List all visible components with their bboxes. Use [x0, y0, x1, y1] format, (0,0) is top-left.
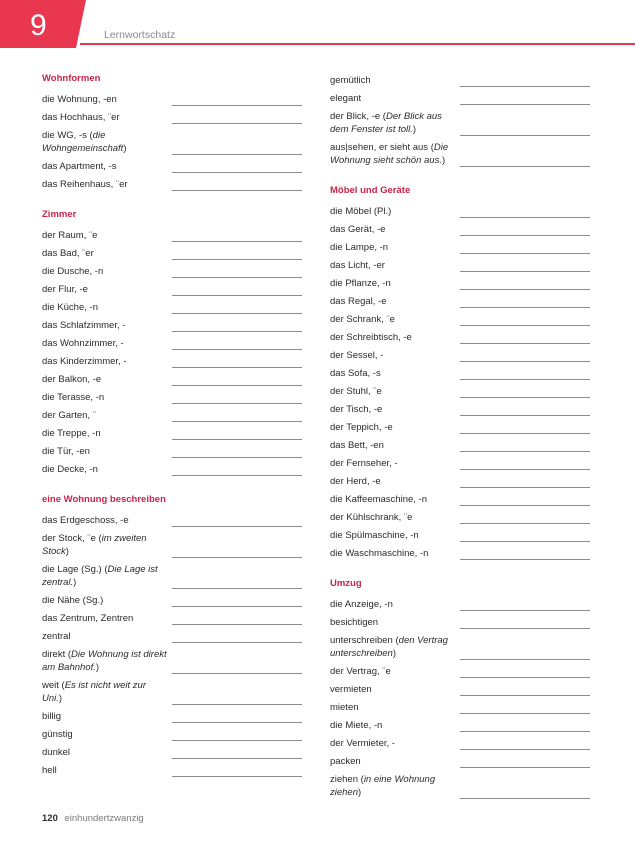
- answer-write-line[interactable]: [172, 277, 302, 278]
- vocab-example-note: Der Blick aus dem Fenster ist toll.: [330, 111, 442, 135]
- vocab-term-end: ): [65, 546, 69, 557]
- vocab-word: das Schlafzimmer, -: [42, 320, 126, 331]
- vocab-term: [330, 663, 455, 678]
- answer-write-line[interactable]: [460, 677, 590, 678]
- vocab-term-end: ): [441, 155, 446, 166]
- vocab-entry: [330, 735, 590, 753]
- answer-write-line[interactable]: [460, 253, 590, 254]
- vocab-term: [42, 353, 167, 368]
- vocab-word: der Schrank, ¨e: [330, 314, 395, 325]
- answer-write-line[interactable]: [172, 704, 302, 705]
- vocab-term-end: ): [123, 143, 127, 154]
- vocab-term: [42, 628, 167, 643]
- vocab-term: [330, 771, 455, 802]
- vocab-term: [42, 677, 167, 708]
- vocab-section: [42, 72, 302, 194]
- vocab-word: die Spülmaschine, -n: [330, 530, 419, 541]
- answer-write-line[interactable]: [460, 135, 590, 136]
- vocab-word: die Miete, -n: [330, 720, 383, 731]
- vocab-section: [42, 208, 302, 479]
- section-heading: eine Wohnung beschreiben: [42, 494, 166, 505]
- vocab-word: die Kaffeemaschine, -n: [330, 494, 427, 505]
- vocab-entry: [330, 632, 590, 663]
- vocab-term: [42, 461, 167, 476]
- vocab-entry: [42, 127, 302, 158]
- vocab-term: [330, 293, 455, 308]
- vocab-word: günstig: [42, 729, 73, 740]
- vocab-term: [330, 437, 455, 452]
- vocab-word: der Flur, -e: [42, 284, 88, 295]
- vocab-term: [42, 227, 167, 242]
- vocab-entry: [42, 389, 302, 407]
- answer-write-line[interactable]: [172, 758, 302, 759]
- vocab-entry: [42, 610, 302, 628]
- vocab-term: [42, 443, 167, 458]
- answer-write-line[interactable]: [172, 421, 302, 422]
- vocab-entry: [330, 139, 590, 170]
- vocab-term: [330, 311, 455, 326]
- vocab-term: [330, 632, 455, 663]
- vocab-word: der Blick, -e (: [330, 111, 386, 122]
- answer-write-line[interactable]: [460, 541, 590, 542]
- vocab-example-note: in eine Wohnung ziehen: [330, 774, 436, 798]
- left-column: [42, 72, 302, 794]
- vocab-word: die WG, -s (: [42, 130, 93, 141]
- vocab-word: hell: [42, 765, 57, 776]
- vocab-word: mieten: [330, 702, 359, 713]
- vocab-entry: [42, 425, 302, 443]
- answer-write-line[interactable]: [172, 776, 302, 777]
- vocab-entry: [42, 726, 302, 744]
- vocab-entry: [42, 677, 302, 708]
- vocab-word: die Nähe (Sg.): [42, 595, 104, 606]
- answer-write-line[interactable]: [172, 172, 302, 173]
- vocab-term: [42, 726, 167, 741]
- vocab-section: [330, 577, 590, 802]
- answer-write-line[interactable]: [172, 295, 302, 296]
- vocab-word: das Bett, -en: [330, 440, 384, 451]
- answer-write-line[interactable]: [172, 624, 302, 625]
- vocab-entry: [42, 245, 302, 263]
- vocab-term: [330, 203, 455, 218]
- vocab-entry: [330, 203, 590, 221]
- answer-write-line[interactable]: [172, 475, 302, 476]
- vocab-entry: [42, 646, 302, 677]
- vocab-word: der Vermieter, -: [330, 738, 395, 749]
- vocab-word: das Licht, -er: [330, 260, 385, 271]
- vocab-term: [330, 90, 455, 105]
- vocab-word: der Herd, -e: [330, 476, 381, 487]
- vocab-example-note: Die Wohnung sieht schön aus.: [330, 142, 449, 166]
- answer-write-line[interactable]: [172, 313, 302, 314]
- vocab-word: die Pflanze, -n: [330, 278, 391, 289]
- vocab-entry: [42, 176, 302, 194]
- vocab-word: der Tisch, -e: [330, 404, 383, 415]
- vocab-term: [42, 530, 167, 561]
- page-number-words: einhundertzwanzig: [64, 813, 144, 824]
- vocab-word: das Bad, ¨er: [42, 248, 94, 259]
- answer-write-line[interactable]: [460, 695, 590, 696]
- vocab-entry: [330, 72, 590, 90]
- vocab-word: die Lage (Sg.) (: [42, 564, 108, 575]
- vocab-word: die Wohnung, -en: [42, 94, 117, 105]
- vocab-term: [42, 245, 167, 260]
- answer-write-line[interactable]: [460, 559, 590, 560]
- answer-write-line[interactable]: [172, 154, 302, 155]
- vocab-word: weit (: [42, 680, 65, 691]
- vocab-entry: [330, 221, 590, 239]
- vocab-entry: [330, 699, 590, 717]
- answer-write-line[interactable]: [460, 307, 590, 308]
- vocab-entry: [330, 455, 590, 473]
- header-graphic: [0, 0, 635, 48]
- vocab-entry: [42, 263, 302, 281]
- answer-write-line[interactable]: [460, 325, 590, 326]
- vocab-word: das Sofa, -s: [330, 368, 381, 379]
- vocab-entry: [42, 299, 302, 317]
- vocab-entry: [330, 717, 590, 735]
- section-heading: Wohnformen: [42, 73, 101, 84]
- vocab-entry: [42, 407, 302, 425]
- vocab-entry: [330, 90, 590, 108]
- answer-write-line[interactable]: [460, 104, 590, 105]
- vocab-word: ziehen (: [330, 774, 364, 785]
- vocab-entry: [330, 401, 590, 419]
- chapter-header: [0, 0, 635, 48]
- vocab-entry: [42, 335, 302, 353]
- answer-write-line[interactable]: [172, 105, 302, 106]
- vocab-term: [330, 383, 455, 398]
- vocab-term: [330, 509, 455, 524]
- vocab-term: [330, 239, 455, 254]
- vocab-term: [42, 109, 167, 124]
- vocab-word: das Erdgeschoss, -e: [42, 515, 129, 526]
- vocab-entry: [330, 419, 590, 437]
- vocab-entry: [42, 443, 302, 461]
- vocab-word: die Treppe, -n: [42, 428, 101, 439]
- answer-write-line[interactable]: [460, 767, 590, 768]
- vocab-term: [42, 407, 167, 422]
- answer-write-line[interactable]: [460, 610, 590, 611]
- vocab-word: besichtigen: [330, 617, 379, 628]
- vocab-word: aus|sehen, er sieht aus (: [330, 142, 434, 153]
- section-heading: Umzug: [330, 578, 362, 589]
- vocab-entry: [330, 663, 590, 681]
- vocab-entry: [330, 473, 590, 491]
- vocab-term: [330, 347, 455, 362]
- vocab-word: das Kinderzimmer, -: [42, 356, 127, 367]
- vocab-term: [42, 176, 167, 191]
- vocab-term: [330, 527, 455, 542]
- vocab-entry: [330, 753, 590, 771]
- vocab-term-end: ): [73, 577, 77, 588]
- page-number: 120: [42, 813, 58, 824]
- vocab-example-note: Die Lage ist zentral.: [42, 564, 158, 588]
- vocab-word: der Fernseher, -: [330, 458, 398, 469]
- vocab-word: vermieten: [330, 684, 372, 695]
- page-footer: [42, 813, 144, 824]
- answer-write-line[interactable]: [460, 217, 590, 218]
- vocab-entry: [42, 561, 302, 592]
- vocab-entry: [42, 109, 302, 127]
- answer-write-line[interactable]: [172, 385, 302, 386]
- vocab-term: [330, 419, 455, 434]
- vocab-term: [42, 299, 167, 314]
- vocab-entry: [330, 383, 590, 401]
- vocab-section: [330, 184, 590, 563]
- vocab-term: [330, 108, 455, 139]
- vocab-word: der Raum, ¨e: [42, 230, 98, 241]
- answer-write-line[interactable]: [172, 588, 302, 589]
- vocab-example-note: den Vertrag unterschreiben: [330, 635, 448, 659]
- vocab-entry: [330, 365, 590, 383]
- answer-write-line[interactable]: [172, 367, 302, 368]
- vocab-word: das Zentrum, Zentren: [42, 613, 134, 624]
- answer-write-line[interactable]: [460, 397, 590, 398]
- vocab-word: dunkel: [42, 747, 70, 758]
- vocab-term: [42, 425, 167, 440]
- vocab-term: [42, 158, 167, 173]
- answer-write-line[interactable]: [172, 457, 302, 458]
- answer-write-line[interactable]: [460, 379, 590, 380]
- vocab-entry: [330, 771, 590, 802]
- vocab-example-note: Die Wohnung ist direkt am Bahnhof.: [42, 649, 167, 673]
- vocab-entry: [330, 311, 590, 329]
- vocab-term: [330, 365, 455, 380]
- vocab-entry: [42, 91, 302, 109]
- vocab-word: die Lampe, -n: [330, 242, 389, 253]
- vocab-term: [330, 545, 455, 560]
- answer-write-line[interactable]: [172, 439, 302, 440]
- vocab-word: der Schreibtisch, -e: [330, 332, 412, 343]
- vocab-word: das Apartment, -s: [42, 161, 117, 172]
- vocab-word: der Kühlschrank, ¨e: [330, 512, 413, 523]
- vocab-entry: [330, 509, 590, 527]
- answer-write-line[interactable]: [460, 731, 590, 732]
- vocab-entry: [330, 437, 590, 455]
- vocab-term-end: ): [58, 693, 63, 704]
- vocab-word: gemütlich: [330, 75, 371, 86]
- vocab-section: [42, 493, 302, 780]
- vocab-term: [42, 335, 167, 350]
- answer-write-line[interactable]: [172, 241, 302, 242]
- vocab-term: [330, 72, 455, 87]
- answer-write-line[interactable]: [460, 343, 590, 344]
- vocab-term: [42, 744, 167, 759]
- vocab-entry: [42, 708, 302, 726]
- vocab-entry: [42, 530, 302, 561]
- vocab-entry: [42, 353, 302, 371]
- section-heading: Zimmer: [42, 209, 77, 220]
- vocab-term: [42, 389, 167, 404]
- vocab-word: die Küche, -n: [42, 302, 98, 313]
- vocab-entry: [42, 227, 302, 245]
- vocab-entry: [330, 108, 590, 139]
- vocab-word: die Waschmaschine, -n: [330, 548, 429, 559]
- vocab-term-end: ): [95, 662, 100, 673]
- answer-write-line[interactable]: [460, 487, 590, 488]
- answer-write-line[interactable]: [172, 722, 302, 723]
- answer-write-line[interactable]: [172, 123, 302, 124]
- chapter-number: 9: [30, 9, 47, 42]
- vocab-term: [330, 753, 455, 768]
- vocab-term: [330, 473, 455, 488]
- vocab-term: [330, 221, 455, 236]
- vocab-term: [42, 371, 167, 386]
- answer-write-line[interactable]: [460, 289, 590, 290]
- right-column: [330, 72, 590, 816]
- vocab-term: [42, 91, 167, 106]
- vocab-word: der Balkon, -e: [42, 374, 102, 385]
- vocab-term: [42, 127, 167, 158]
- answer-write-line[interactable]: [460, 505, 590, 506]
- answer-write-line[interactable]: [460, 469, 590, 470]
- vocab-example-note: die Wohngemeinschaft: [42, 130, 124, 154]
- vocab-word: zentral: [42, 631, 71, 642]
- answer-write-line[interactable]: [172, 740, 302, 741]
- vocab-entry: [42, 158, 302, 176]
- vocab-word: die Möbel (Pl.): [330, 206, 392, 217]
- answer-write-line[interactable]: [172, 642, 302, 643]
- answer-write-line[interactable]: [460, 271, 590, 272]
- vocab-word: die Tür, -en: [42, 446, 90, 457]
- answer-write-line[interactable]: [460, 433, 590, 434]
- vocab-word: das Reihenhaus, ¨er: [42, 179, 128, 190]
- vocab-entry: [42, 461, 302, 479]
- answer-write-line[interactable]: [460, 523, 590, 524]
- header-title: Lernwortschatz: [104, 29, 176, 41]
- vocab-word: der Stuhl, ¨e: [330, 386, 382, 397]
- vocab-term: [330, 329, 455, 344]
- vocab-word: der Teppich, -e: [330, 422, 393, 433]
- vocab-example-note: im zweiten Stock: [42, 533, 147, 557]
- answer-write-line[interactable]: [460, 713, 590, 714]
- vocab-word: die Anzeige, -n: [330, 599, 393, 610]
- answer-write-line[interactable]: [172, 526, 302, 527]
- vocab-word: der Stock, ¨e (: [42, 533, 102, 544]
- answer-write-line[interactable]: [172, 403, 302, 404]
- vocab-word: das Wohnzimmer, -: [42, 338, 124, 349]
- vocab-word: der Sessel, -: [330, 350, 384, 361]
- vocab-entry: [42, 762, 302, 780]
- vocab-term: [42, 592, 167, 607]
- vocab-term: [42, 610, 167, 625]
- vocab-entry: [42, 281, 302, 299]
- answer-write-line[interactable]: [172, 259, 302, 260]
- vocab-term: [330, 455, 455, 470]
- vocab-word: packen: [330, 756, 361, 767]
- answer-write-line[interactable]: [172, 190, 302, 191]
- vocab-term: [330, 735, 455, 750]
- vocab-word: der Garten, ¨: [42, 410, 96, 421]
- answer-write-line[interactable]: [172, 557, 302, 558]
- vocab-example-note: Es ist nicht weit zur Uni.: [42, 680, 147, 704]
- vocab-term: [42, 263, 167, 278]
- vocab-entry: [330, 545, 590, 563]
- answer-write-line[interactable]: [460, 628, 590, 629]
- answer-write-line[interactable]: [460, 235, 590, 236]
- section-heading: Möbel und Geräte: [330, 185, 411, 196]
- vocab-term: [42, 281, 167, 296]
- vocab-word: unterschreiben (: [330, 635, 399, 646]
- vocab-entry: [330, 491, 590, 509]
- answer-write-line[interactable]: [172, 349, 302, 350]
- vocab-word: elegant: [330, 93, 362, 104]
- vocab-term-end: ): [358, 787, 362, 798]
- vocab-term: [330, 717, 455, 732]
- vocab-entry: [42, 317, 302, 335]
- vocab-entry: [42, 371, 302, 389]
- vocab-entry: [330, 329, 590, 347]
- answer-write-line[interactable]: [460, 451, 590, 452]
- vocab-word: die Terasse, -n: [42, 392, 105, 403]
- vocab-word: der Vertrag, ¨e: [330, 666, 391, 677]
- vocab-entry: [330, 596, 590, 614]
- vocab-entry: [42, 628, 302, 646]
- vocab-term: [42, 561, 167, 592]
- vocab-entry: [42, 512, 302, 530]
- vocab-word: die Decke, -n: [42, 464, 98, 475]
- vocab-term: [330, 491, 455, 506]
- vocab-term: [330, 614, 455, 629]
- vocab-entry: [330, 257, 590, 275]
- vocab-entry: [330, 681, 590, 699]
- vocab-entry: [330, 614, 590, 632]
- vocab-entry: [42, 744, 302, 762]
- vocab-word: billig: [42, 711, 62, 722]
- vocab-entry: [42, 592, 302, 610]
- vocab-entry: [330, 275, 590, 293]
- vocab-term: [42, 762, 167, 777]
- vocab-term: [330, 139, 455, 170]
- answer-write-line[interactable]: [172, 673, 302, 674]
- answer-write-line[interactable]: [172, 331, 302, 332]
- vocab-entry: [330, 239, 590, 257]
- vocab-term: [330, 596, 455, 611]
- answer-write-line[interactable]: [172, 606, 302, 607]
- answer-write-line[interactable]: [460, 86, 590, 87]
- answer-write-line[interactable]: [460, 749, 590, 750]
- answer-write-line[interactable]: [460, 415, 590, 416]
- vocab-term-end: ): [392, 648, 397, 659]
- vocab-term: [330, 401, 455, 416]
- vocab-term: [42, 708, 167, 723]
- vocab-term: [330, 257, 455, 272]
- vocab-term: [330, 275, 455, 290]
- vocab-section: [330, 72, 590, 170]
- vocab-term: [330, 681, 455, 696]
- vocab-term: [330, 699, 455, 714]
- vocab-entry: [330, 293, 590, 311]
- vocab-term: [42, 317, 167, 332]
- vocab-term-end: ): [412, 124, 417, 135]
- answer-write-line[interactable]: [460, 798, 590, 799]
- answer-write-line[interactable]: [460, 166, 590, 167]
- answer-write-line[interactable]: [460, 361, 590, 362]
- vocab-term: [42, 512, 167, 527]
- vocab-word: das Regal, -e: [330, 296, 387, 307]
- vocab-word: direkt (: [42, 649, 72, 660]
- vocab-word: das Gerät, -e: [330, 224, 386, 235]
- vocab-entry: [330, 347, 590, 365]
- vocab-term: [42, 646, 167, 677]
- answer-write-line[interactable]: [460, 659, 590, 660]
- vocab-word: das Hochhaus, ¨er: [42, 112, 120, 123]
- vocab-word: die Dusche, -n: [42, 266, 104, 277]
- vocab-entry: [330, 527, 590, 545]
